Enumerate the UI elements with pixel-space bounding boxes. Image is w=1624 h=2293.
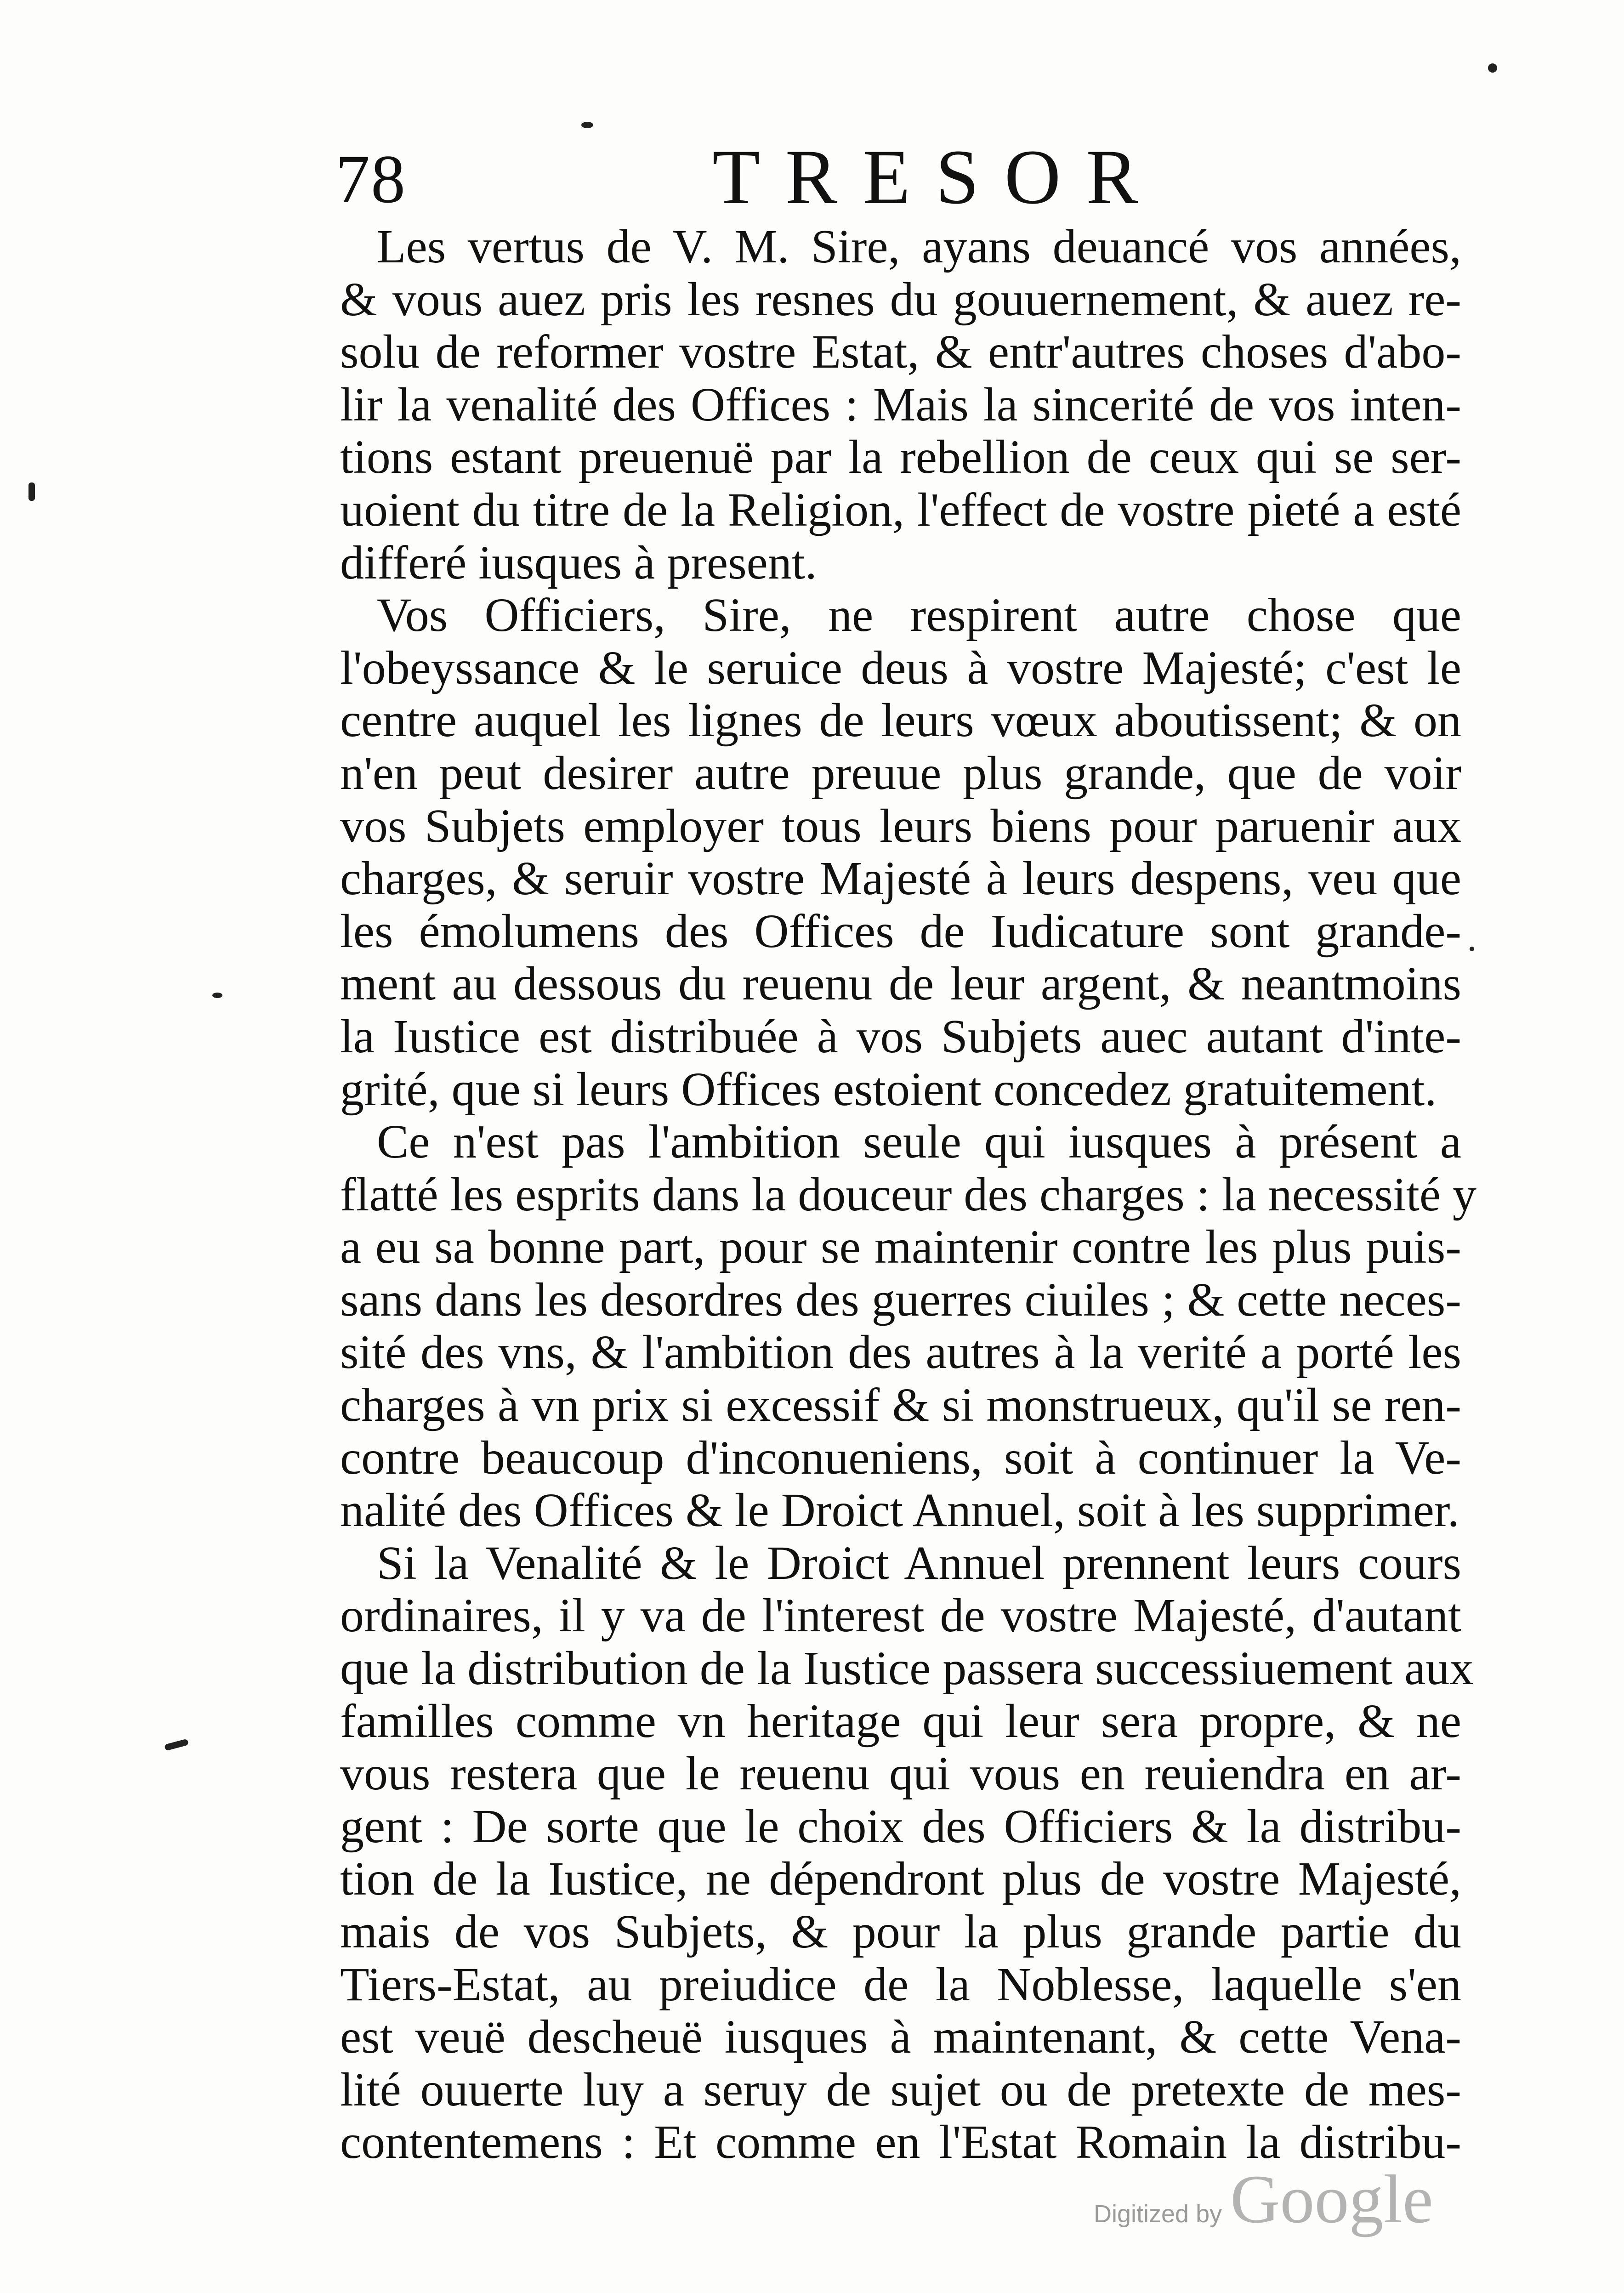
body-text — [340, 220, 1476, 2169]
text-line: Ce n'est pas l'ambition seule qui iusques à présent a — [377, 1115, 1461, 1169]
text-line: charges à vn prix si excessif & si monstrueux, qu'il se ren- — [340, 1379, 1461, 1432]
text-line: Tiers-Estat, au preiudice de la Noblesse, laquelle s'en — [340, 1958, 1461, 2011]
text-line: charges, & seruir vostre Majesté à leurs despens, veu que — [340, 852, 1461, 905]
scan-speck — [28, 482, 35, 501]
text-line: que la distribution de la Iustice passera successiuement aux — [340, 1642, 1474, 1695]
text-line: ordinaires, il y va de l'interest de vostre Majesté, d'autant — [340, 1589, 1461, 1642]
text-line: contentemens : Et comme en l'Estat Romain la distribu- — [340, 2116, 1461, 2169]
text-line: tions estant preuenuë par la rebellion de ceux qui se ser- — [340, 431, 1461, 484]
page-number: 78 — [335, 141, 406, 217]
digitized-by-google-watermark — [1094, 2160, 1433, 2239]
text-line: Les vertus de V. M. Sire, ayans deuancé vos années, — [377, 220, 1461, 273]
text-line: a eu sa bonne part, pour se maintenir contre les plus puis- — [340, 1220, 1461, 1274]
text-line: sité des vns, & l'ambition des autres à la verité a porté les — [340, 1326, 1461, 1379]
text-line: n'en peut desirer autre preuue plus grande, que de voir — [340, 746, 1461, 800]
text-line: & vous auez pris les resnes du gouuernement, & auez re- — [340, 272, 1461, 326]
text-line: vous restera que le reuenu qui vous en reuiendra en ar- — [340, 1747, 1461, 1800]
text-line: grité, que si leurs Offices estoient concedez gratuitement. — [340, 1062, 1437, 1116]
scan-speck — [1488, 63, 1497, 73]
scan-speck — [1470, 947, 1474, 951]
text-line: lité ouuerte luy a seruy de sujet ou de pretexte de mes- — [340, 2063, 1461, 2116]
text-line: est veuë descheuë iusques à maintenant, & cette Vena- — [340, 2010, 1461, 2064]
running-title: TRESOR — [712, 134, 1164, 220]
text-line: les émolumens des Offices de Iudicature sont grande- — [340, 904, 1461, 958]
google-logo: Google — [1230, 2161, 1433, 2237]
text-line: la Iustice est distribuée à vos Subjets auec autant d'inte- — [340, 1010, 1461, 1063]
text-line: tion de la Iustice, ne dépendront plus de vostre Majesté, — [340, 1852, 1461, 1906]
text-line: nalité des Offices & le Droict Annuel, soit à les supprimer. — [340, 1484, 1459, 1537]
text-line: Si la Venalité & le Droict Annuel prennent leurs cours — [377, 1536, 1461, 1589]
text-line: mais de vos Subjets, & pour la plus grande partie du — [340, 1905, 1461, 1958]
text-line: sans dans les desordres des guerres ciuiles ; & cette neces- — [340, 1273, 1461, 1326]
text-line: centre auquel les lignes de leurs vœux aboutissent; & on — [340, 694, 1461, 747]
text-line: Vos Officiers, Sire, ne respirent autre chose que — [377, 589, 1461, 642]
text-line: differé iusques à present. — [340, 536, 817, 589]
text-line: ment au dessous du reuenu de leur argent, & neantmoins — [340, 957, 1461, 1010]
scan-speck — [212, 993, 222, 998]
text-line: solu de reformer vostre Estat, & entr'autres choses d'abo- — [340, 325, 1461, 379]
digitized-by-label: Digitized by — [1094, 2200, 1222, 2228]
page-header — [335, 134, 1484, 230]
text-line: l'obeyssance & le seruice deus à vostre Majesté; c'est le — [340, 641, 1461, 694]
text-line: familles comme vn heritage qui leur sera propre, & ne — [340, 1694, 1461, 1748]
text-line: uoient du titre de la Religion, l'effect de vostre pieté a esté — [340, 483, 1461, 536]
text-line: contre beaucoup d'inconueniens, soit à continuer la Ve- — [340, 1431, 1461, 1484]
text-line: gent : De sorte que le choix des Officiers & la distribu- — [340, 1799, 1461, 1853]
text-line: vos Subjets employer tous leurs biens pour paruenir aux — [340, 799, 1461, 852]
scan-speck — [164, 1739, 189, 1751]
scan-speck — [581, 122, 593, 128]
text-line: lir la venalité des Offices : Mais la sincerité de vos inten- — [340, 378, 1461, 431]
text-line: flatté les esprits dans la douceur des charges : la necessité y — [340, 1168, 1476, 1221]
